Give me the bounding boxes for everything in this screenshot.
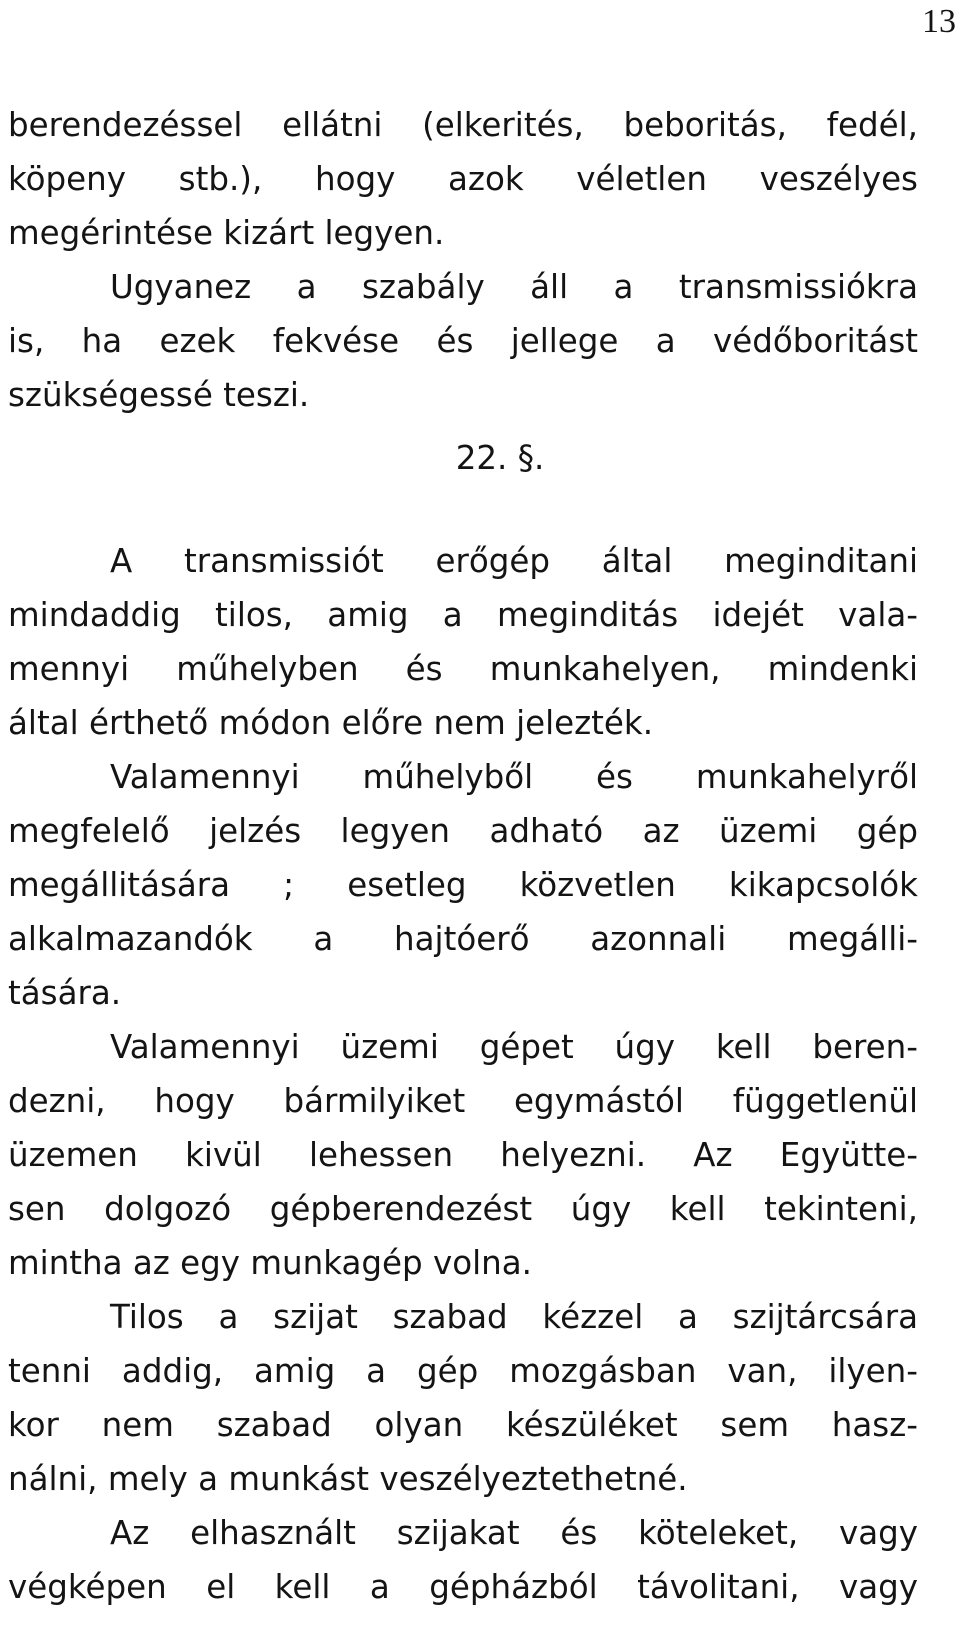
text-line-11: Valamennyi műhelyből és munkahelyről xyxy=(110,758,918,796)
text-line-2: köpeny stb.), hogy azok véletlen veszélyes xyxy=(8,160,918,198)
text-line-14: alkalmazandók a hajtóerő azonnali megálli- xyxy=(8,920,918,958)
text-line-1: berendezéssel ellátni (elkerités, beboritás, fedél, xyxy=(8,106,918,144)
text-line-17: dezni, hogy bármilyiket egymástól függetlenül xyxy=(8,1082,918,1120)
text-line-8: mindaddig tilos, amig a meginditás idejét vala- xyxy=(8,596,918,634)
section-heading: 22. §. xyxy=(455,439,545,477)
text-line-26: végképen el kell a gépházból távolitani, vagy xyxy=(8,1568,918,1606)
text-line-7: A transmissiót erőgép által meginditani xyxy=(110,542,918,580)
page-number: 13 xyxy=(922,3,956,40)
text-line-6: szükségessé teszi. xyxy=(8,376,310,414)
text-line-13: megállitására ; esetleg közvetlen kikapcsolók xyxy=(8,866,918,904)
text-line-22: tenni addig, amig a gép mozgásban van, ilyen- xyxy=(8,1352,918,1390)
text-line-12: megfelelő jelzés legyen adható az üzemi gép xyxy=(8,812,918,850)
text-line-18: üzemen kivül lehessen helyezni. Az Együtte- xyxy=(8,1136,918,1174)
text-line-5: is, ha ezek fekvése és jellege a védőboritást xyxy=(8,322,918,360)
text-line-16: Valamennyi üzemi gépet úgy kell beren- xyxy=(110,1028,918,1066)
text-line-4: Ugyanez a szabály áll a transmissiókra xyxy=(110,268,918,306)
text-line-24: nálni, mely a munkást veszélyeztethetné. xyxy=(8,1460,688,1498)
text-line-3: megérintése kizárt legyen. xyxy=(8,214,445,252)
text-line-9: mennyi műhelyben és munkahelyen, mindenki xyxy=(8,650,918,688)
text-line-10: által érthető módon előre nem jelezték. xyxy=(8,704,654,742)
text-line-25: Az elhasznált szijakat és köteleket, vagy xyxy=(110,1514,918,1552)
text-line-15: tására. xyxy=(8,974,122,1012)
text-line-20: mintha az egy munkagép volna. xyxy=(8,1244,532,1282)
text-line-19: sen dolgozó gépberendezést úgy kell tekinteni, xyxy=(8,1190,918,1228)
text-line-23: kor nem szabad olyan készüléket sem hasz- xyxy=(8,1406,918,1444)
text-line-21: Tilos a szijat szabad kézzel a szijtárcsára xyxy=(110,1298,918,1336)
